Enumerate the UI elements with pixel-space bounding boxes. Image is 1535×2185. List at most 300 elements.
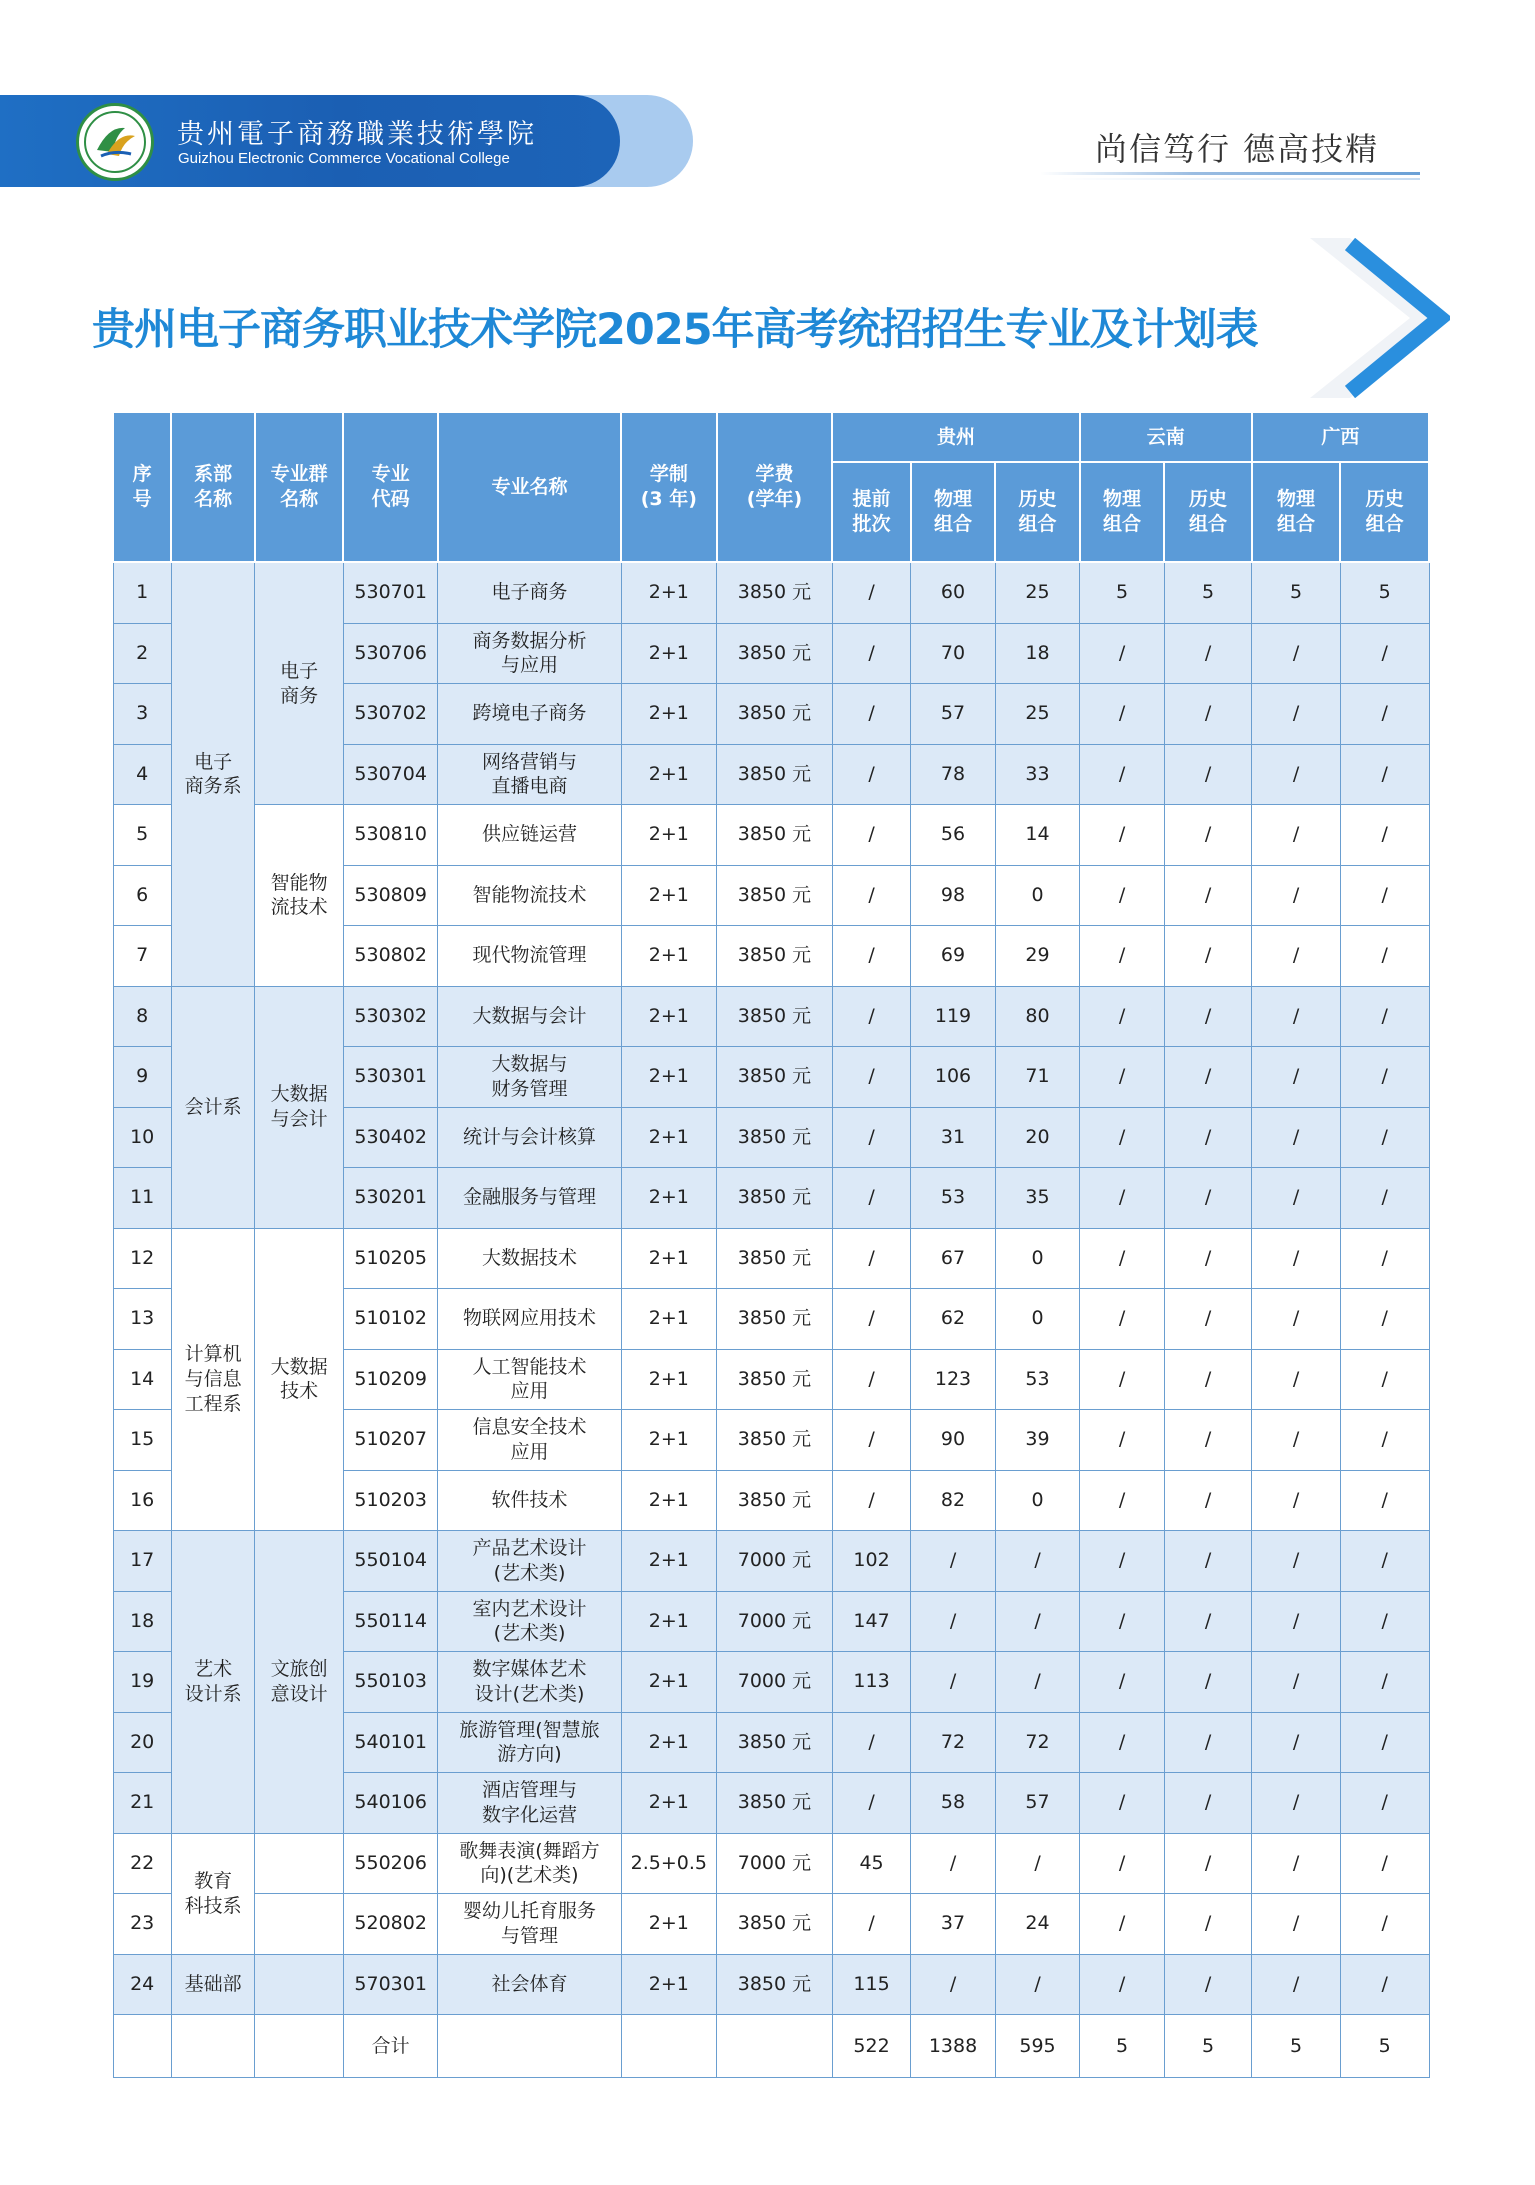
cell-code-text: 510209 (354, 1367, 427, 1390)
cell-gx-physics (1252, 1107, 1341, 1168)
total-label: 合计 (343, 2015, 438, 2078)
cell-gz-early-text: / (868, 702, 875, 725)
cell-yn-physics-text: / (1118, 1307, 1126, 1330)
cell-duration-text: 2+1 (648, 1125, 689, 1148)
cell-name (438, 926, 621, 987)
cell-fee-text: 3850 元 (737, 944, 812, 967)
cell-duration (621, 1531, 717, 1592)
cell-duration (621, 1168, 717, 1229)
cell-yn-physics (1080, 1410, 1165, 1471)
cell-fee (717, 1591, 833, 1652)
cell-gx-history (1340, 926, 1429, 987)
cell-name (438, 1652, 621, 1713)
cell-duration-text: 2+1 (648, 1791, 689, 1814)
cell-gx-physics (1252, 1168, 1341, 1229)
cell-seq-text: 15 (130, 1428, 155, 1451)
cell-gz-history-text: 33 (1025, 762, 1050, 785)
college-name-cn: 贵州電子商務職業技術學院 (177, 119, 537, 150)
cell-yn-physics-text: / (1118, 944, 1126, 967)
cell-gx-physics-text: / (1292, 1307, 1300, 1330)
cell-gz-physics-text: 123 (934, 1367, 972, 1390)
cell-gx-history (1340, 1591, 1429, 1652)
cell-gz-early (832, 1652, 910, 1713)
cell-yn-history-text: / (1204, 883, 1212, 906)
cell-yn-history (1164, 1652, 1252, 1713)
cell-name-text: 智能物流技术 (472, 883, 587, 906)
header-guizhou-physics: 物理 组合 (911, 462, 996, 562)
cell-yn-physics (1080, 1168, 1165, 1229)
cell-gz-history-text: / (1034, 1549, 1041, 1572)
cell-name-text: 网络营销与 直播电商 (481, 750, 577, 798)
cell-department-text: 计算机 与信息 工程系 (184, 1343, 242, 1415)
cell-name (438, 865, 621, 926)
cell-gz-history (995, 1047, 1080, 1108)
cell-gz-physics (911, 1773, 996, 1834)
cell-fee (717, 1228, 833, 1289)
cell-fee (717, 684, 833, 745)
cell-name-text: 社会体育 (491, 1972, 568, 1995)
cell-gx-physics (1252, 684, 1341, 745)
cell-name (438, 1954, 621, 2015)
cell-seq (113, 1168, 171, 1229)
cell-yn-physics (1080, 1289, 1165, 1350)
cell-gz-history-text: / (1034, 1609, 1041, 1632)
cell-gz-early (832, 1531, 910, 1592)
cell-seq-text: 1 (136, 581, 149, 604)
cell-yn-history-text: / (1204, 823, 1212, 846)
cell-duration-text: 2+1 (648, 883, 689, 906)
cell-gz-history-text: 29 (1025, 944, 1050, 967)
cell-name-text: 大数据技术 (481, 1246, 577, 1269)
total-value: 5 (1252, 2015, 1341, 2078)
cell-yn-history-text: / (1204, 1065, 1212, 1088)
cell-gz-physics-text: 57 (940, 702, 966, 725)
cell-seq (113, 1894, 171, 1955)
cell-yn-physics-text: / (1118, 883, 1126, 906)
cell-gz-early-text: / (868, 1428, 875, 1451)
cell-department (171, 986, 255, 1228)
cell-gz-early-text: / (868, 1367, 875, 1390)
cell-gx-history (1340, 684, 1429, 745)
cell-gx-history (1340, 1228, 1429, 1289)
cell-department (171, 1954, 255, 2015)
cell-code-text: 530706 (354, 641, 427, 664)
cell-gx-history (1340, 986, 1429, 1047)
cell-gx-history (1340, 562, 1429, 623)
cell-seq (113, 623, 171, 684)
cell-name (438, 1349, 621, 1410)
cell-gx-physics (1252, 1289, 1341, 1350)
cell-gz-history (995, 684, 1080, 745)
cell-gz-physics (911, 926, 996, 987)
cell-gx-physics-text: 5 (1290, 581, 1303, 604)
cell-gx-physics (1252, 1470, 1341, 1531)
cell-gz-early (832, 805, 910, 866)
cell-code-text: 550104 (354, 1549, 427, 1572)
cell-gx-history-text: / (1381, 823, 1388, 846)
cell-duration (621, 1591, 717, 1652)
cell-yn-history (1164, 986, 1252, 1047)
cell-gz-history (995, 1591, 1080, 1652)
cell-gx-physics-text: / (1292, 944, 1300, 967)
cell-gz-history-text: 14 (1025, 823, 1050, 846)
cell-seq-text: 17 (130, 1549, 155, 1572)
cell-gz-history (995, 1410, 1080, 1471)
cell-code-text: 520802 (354, 1912, 427, 1935)
cell-group-empty (255, 1894, 344, 1955)
cell-yn-history (1164, 1712, 1252, 1773)
cell-yn-physics (1080, 1591, 1165, 1652)
cell-gz-physics-text: 60 (940, 581, 966, 604)
cell-gz-history (995, 986, 1080, 1047)
cell-code-text: 530402 (354, 1125, 427, 1148)
cell-gx-physics-text: / (1292, 1972, 1300, 1995)
cell-fee-text: 7000 元 (737, 1549, 812, 1572)
cell-gx-physics-text: / (1292, 1730, 1300, 1753)
cell-code-text: 530704 (354, 762, 427, 785)
cell-seq-text: 4 (136, 762, 149, 785)
cell-seq-text: 10 (130, 1125, 155, 1148)
header-guizhou: 贵州 (832, 412, 1079, 462)
cell-gz-physics (911, 1591, 996, 1652)
cell-fee (717, 1168, 833, 1229)
cell-yn-history (1164, 1894, 1252, 1955)
cell-gz-early (832, 1410, 910, 1471)
cell-yn-physics (1080, 744, 1165, 805)
cell-yn-history (1164, 1289, 1252, 1350)
cell-yn-history-text: 5 (1201, 581, 1215, 604)
cell-gz-early-text: / (868, 1065, 875, 1088)
cell-gz-early-text: / (868, 1307, 875, 1330)
cell-yn-history-text: / (1204, 1851, 1212, 1874)
cell-gz-history-text: 0 (1031, 1246, 1044, 1269)
cell-fee (717, 1470, 833, 1531)
cell-gz-history-text: 72 (1025, 1730, 1050, 1753)
cell-code-text: 530701 (354, 581, 427, 604)
cell-gz-history-text: 57 (1025, 1791, 1050, 1814)
cell-seq (113, 986, 171, 1047)
cell-gz-early (832, 1470, 910, 1531)
cell-yn-history-text: / (1204, 1912, 1212, 1935)
cell-gz-history (995, 1531, 1080, 1592)
cell-gz-physics (911, 1712, 996, 1773)
cell-gx-physics (1252, 744, 1341, 805)
cell-duration-text: 2+1 (648, 1428, 689, 1451)
table-row (113, 562, 1429, 623)
cell-yn-history-text: / (1204, 1004, 1212, 1027)
cell-code-text: 550114 (354, 1609, 427, 1632)
cell-name (438, 684, 621, 745)
page-title: 贵州电子商务职业技术学院2025年高考统招招生专业及计划表 (92, 305, 1258, 355)
cell-department (171, 1228, 255, 1531)
cell-gz-early-text: / (868, 1186, 875, 1209)
cell-yn-history-text: / (1204, 641, 1212, 664)
cell-gz-physics (911, 865, 996, 926)
cell-yn-physics-text: / (1118, 1791, 1126, 1814)
cell-yn-history (1164, 1228, 1252, 1289)
cell-fee-text: 7000 元 (737, 1609, 812, 1632)
cell-gz-physics (911, 1228, 996, 1289)
cell-code (343, 1591, 438, 1652)
cell-duration-text: 2+1 (648, 702, 689, 725)
cell-name-text: 商务数据分析 与应用 (472, 629, 587, 677)
cell-group-empty (255, 1833, 344, 1894)
cell-yn-physics-text: 5 (1115, 581, 1129, 604)
cell-gz-history-text: 0 (1031, 1307, 1044, 1330)
header-code: 专业 代码 (343, 412, 438, 562)
cell-gx-history (1340, 1773, 1429, 1834)
cell-gz-early (832, 1107, 910, 1168)
cell-yn-physics (1080, 1833, 1165, 1894)
header-guangxi: 广西 (1252, 412, 1429, 462)
cell-seq (113, 1531, 171, 1592)
cell-duration (621, 684, 717, 745)
cell-code (343, 1712, 438, 1773)
cell-code-text: 550206 (354, 1851, 427, 1874)
cell-gz-early (832, 926, 910, 987)
cell-gz-early-text: 113 (853, 1670, 890, 1693)
cell-gx-physics (1252, 1773, 1341, 1834)
cell-name (438, 1470, 621, 1531)
cell-gz-early (832, 1712, 910, 1773)
header-yunnan-history: 历史 组合 (1164, 462, 1252, 562)
cell-name (438, 1773, 621, 1834)
cell-yn-physics-text: / (1118, 1428, 1126, 1451)
cell-group-text: 电子 商务 (280, 659, 319, 707)
cell-group (255, 805, 344, 987)
cell-code (343, 1168, 438, 1229)
cell-gx-history-text: / (1381, 1791, 1388, 1814)
cell-gz-physics (911, 1289, 996, 1350)
header-guangxi-history: 历史 组合 (1340, 462, 1429, 562)
cell-fee (717, 623, 833, 684)
cell-empty (621, 2015, 717, 2078)
total-value: 5 (1080, 2015, 1165, 2078)
cell-code-text: 540101 (354, 1730, 427, 1753)
cell-yn-physics-text: / (1118, 1065, 1126, 1088)
cell-yn-history-text: / (1204, 1488, 1212, 1511)
cell-gx-physics-text: / (1292, 1670, 1300, 1693)
cell-name-text: 室内艺术设计 (艺术类) (472, 1597, 587, 1645)
cell-duration (621, 562, 717, 623)
cell-yn-physics-text: / (1118, 1004, 1126, 1027)
cell-seq (113, 1289, 171, 1350)
cell-yn-history-text: / (1204, 1609, 1212, 1632)
cell-yn-history (1164, 1107, 1252, 1168)
cell-duration (621, 805, 717, 866)
cell-gx-history-text: / (1381, 1367, 1388, 1390)
cell-fee-text: 3850 元 (737, 1307, 812, 1330)
cell-yn-physics (1080, 1470, 1165, 1531)
cell-seq (113, 1349, 171, 1410)
cell-gz-history (995, 1833, 1080, 1894)
cell-yn-physics (1080, 1349, 1165, 1410)
cell-name-text: 信息安全技术 应用 (472, 1416, 587, 1463)
cell-duration-text: 2+1 (648, 823, 689, 846)
cell-gz-history (995, 623, 1080, 684)
cell-yn-physics (1080, 1107, 1165, 1168)
cell-duration-text: 2+1 (648, 1004, 689, 1027)
cell-yn-history-text: / (1204, 944, 1212, 967)
cell-gz-history (995, 865, 1080, 926)
cell-fee (717, 926, 833, 987)
cell-gz-physics-text: 62 (940, 1307, 966, 1330)
cell-code (343, 1470, 438, 1531)
cell-yn-history-text: / (1204, 1307, 1212, 1330)
cell-duration-text: 2+1 (648, 1246, 689, 1269)
cell-gz-early (832, 623, 910, 684)
header-guangxi-physics: 物理 组合 (1252, 462, 1341, 562)
cell-gz-physics-text: 31 (940, 1125, 966, 1148)
cell-duration (621, 1773, 717, 1834)
cell-gz-physics (911, 684, 996, 745)
cell-yn-physics-text: / (1118, 823, 1126, 846)
cell-gx-history (1340, 1531, 1429, 1592)
cell-fee (717, 986, 833, 1047)
cell-gx-physics-text: / (1292, 1488, 1300, 1511)
cell-fee-text: 3850 元 (737, 1125, 812, 1148)
cell-yn-physics-text: / (1118, 1186, 1126, 1209)
cell-gx-physics (1252, 1228, 1341, 1289)
cell-fee-text: 3850 元 (737, 1065, 812, 1088)
cell-name (438, 1047, 621, 1108)
cell-seq (113, 1591, 171, 1652)
cell-gx-history-text: / (1381, 1912, 1388, 1935)
cell-gz-early (832, 1168, 910, 1229)
cell-fee-text: 3850 元 (737, 702, 812, 725)
cell-gz-history (995, 1894, 1080, 1955)
cell-seq-text: 20 (130, 1730, 155, 1753)
cell-gz-physics (911, 1954, 996, 2015)
cell-duration (621, 926, 717, 987)
cell-gx-history-text: / (1381, 1428, 1388, 1451)
cell-gx-history-text: / (1381, 1065, 1388, 1088)
cell-yn-physics-text: / (1118, 1912, 1126, 1935)
cell-gz-early (832, 1833, 910, 1894)
cell-name (438, 1107, 621, 1168)
cell-gz-history (995, 1470, 1080, 1531)
cell-gz-history (995, 1168, 1080, 1229)
cell-code-text: 550103 (354, 1670, 427, 1693)
cell-seq (113, 1228, 171, 1289)
cell-seq (113, 865, 171, 926)
cell-gz-history (995, 1712, 1080, 1773)
cell-name (438, 1894, 621, 1955)
cell-gz-early-text: 115 (853, 1972, 890, 1995)
cell-gz-early-text: / (868, 1488, 875, 1511)
cell-yn-physics-text: / (1118, 1125, 1126, 1148)
cell-gx-history-text: / (1381, 1730, 1388, 1753)
cell-gz-history-text: 25 (1025, 702, 1050, 725)
cell-department (171, 562, 255, 986)
cell-gx-history (1340, 1652, 1429, 1713)
cell-duration (621, 1954, 717, 2015)
cell-gx-physics (1252, 1410, 1341, 1471)
cell-gz-physics-text: / (949, 1851, 957, 1874)
cell-gx-history-text: / (1381, 1246, 1388, 1269)
table-total-row (113, 2015, 1429, 2078)
cell-yn-history (1164, 623, 1252, 684)
cell-gx-history-text: / (1381, 1972, 1388, 1995)
cell-seq-text: 13 (130, 1307, 155, 1330)
cell-seq-text: 24 (130, 1972, 155, 1995)
cell-group-text: 大数据 与会计 (270, 1083, 328, 1130)
cell-seq-text: 5 (136, 823, 149, 846)
cell-gz-physics (911, 1531, 996, 1592)
cell-gz-physics (911, 562, 996, 623)
cell-duration-text: 2+1 (648, 1912, 689, 1935)
cell-gz-history (995, 1652, 1080, 1713)
cell-gz-history (995, 562, 1080, 623)
cell-gz-history-text: / (1034, 1972, 1041, 1995)
cell-code-text: 510102 (354, 1307, 427, 1330)
cell-gx-physics-text: / (1292, 1549, 1300, 1572)
cell-name-text: 人工智能技术 应用 (472, 1355, 587, 1403)
cell-name-text: 供应链运营 (481, 823, 577, 846)
cell-yn-physics (1080, 562, 1165, 623)
cell-gz-physics-text: 58 (940, 1791, 966, 1814)
cell-gx-history (1340, 1833, 1429, 1894)
cell-seq (113, 1773, 171, 1834)
cell-gx-history (1340, 805, 1429, 866)
cell-duration (621, 623, 717, 684)
motto-underline (1040, 172, 1420, 175)
cell-seq-text: 18 (130, 1609, 155, 1632)
cell-gz-physics-text: 82 (940, 1488, 966, 1511)
cell-name (438, 1531, 621, 1592)
cell-duration (621, 1652, 717, 1713)
cell-gz-history-text: / (1034, 1851, 1041, 1874)
cell-code (343, 1107, 438, 1168)
cell-gz-early-text: / (868, 641, 875, 664)
cell-yn-history (1164, 1410, 1252, 1471)
cell-code-text: 530702 (354, 702, 427, 725)
cell-gx-physics (1252, 623, 1341, 684)
cell-fee-text: 3850 元 (737, 1428, 812, 1451)
cell-duration (621, 986, 717, 1047)
cell-yn-history-text: / (1204, 1125, 1212, 1148)
cell-seq-text: 12 (130, 1246, 155, 1269)
total-value: 1388 (911, 2015, 996, 2078)
cell-gz-history (995, 805, 1080, 866)
cell-gx-history-text: / (1381, 944, 1388, 967)
cell-name-text: 软件技术 (491, 1488, 568, 1511)
cell-gz-physics (911, 1410, 996, 1471)
cell-duration (621, 1410, 717, 1471)
cell-fee (717, 1712, 833, 1773)
cell-name (438, 1712, 621, 1773)
cell-gx-history-text: / (1381, 883, 1388, 906)
table-row (113, 1833, 1429, 1894)
cell-gz-history (995, 744, 1080, 805)
cell-empty (438, 2015, 621, 2078)
college-emblem-icon (76, 103, 154, 181)
cell-gz-physics (911, 744, 996, 805)
cell-gx-history (1340, 1954, 1429, 2015)
cell-gx-history (1340, 1047, 1429, 1108)
cell-gz-physics-text: 67 (940, 1246, 966, 1269)
header-yunnan-physics: 物理 组合 (1080, 462, 1165, 562)
cell-fee-text: 3850 元 (737, 641, 812, 664)
cell-empty (717, 2015, 833, 2078)
cell-name (438, 1410, 621, 1471)
cell-gz-early-text: / (868, 762, 875, 785)
cell-gz-early (832, 1289, 910, 1350)
cell-code-text: 510203 (354, 1488, 427, 1511)
cell-duration (621, 1894, 717, 1955)
cell-gx-history-text: / (1381, 1307, 1388, 1330)
cell-code (343, 1349, 438, 1410)
